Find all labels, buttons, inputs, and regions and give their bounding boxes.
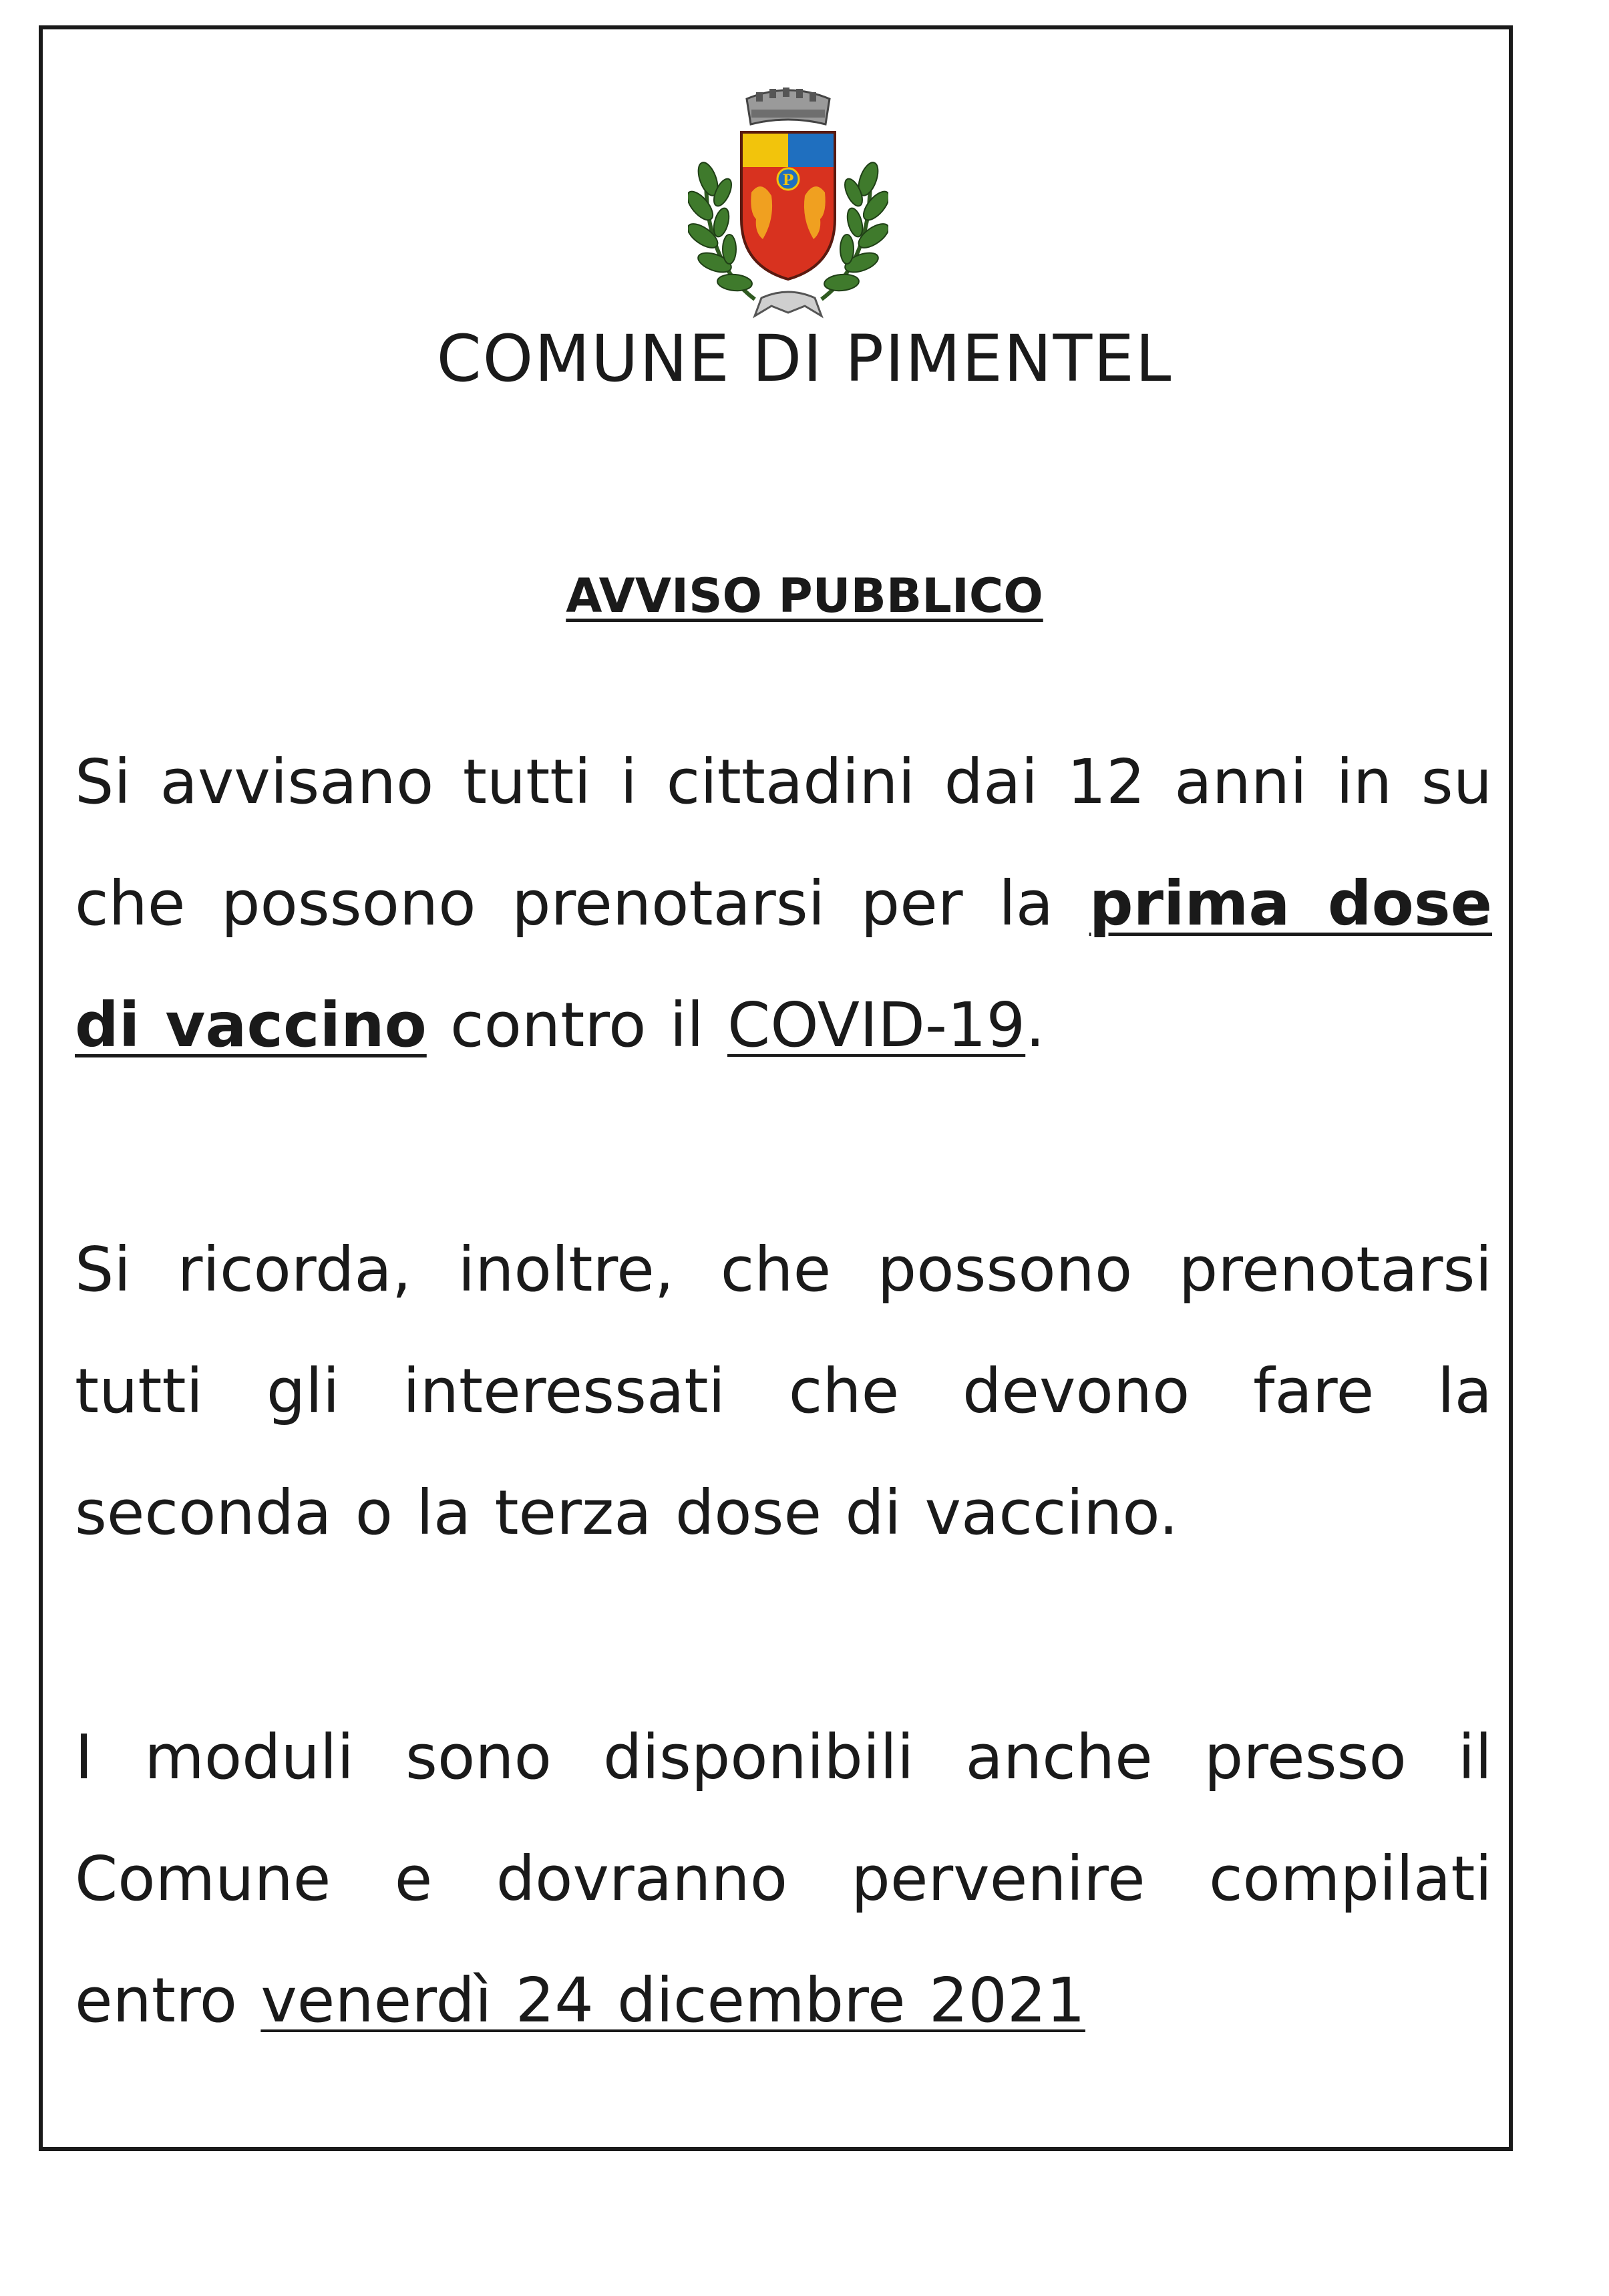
paragraph-text: . xyxy=(1025,989,1045,1061)
paragraph-first-dose xyxy=(75,721,1492,1086)
crown-icon xyxy=(747,88,830,124)
municipality-title: COMUNE DI PIMENTEL xyxy=(436,321,1173,396)
shield-icon xyxy=(741,132,835,279)
paragraph-text: I moduli sono disponibili anche presso il Comune e dovranno pervenire compilati entro xyxy=(75,1721,1492,2036)
first-dose-highlight: prima dose di vaccino xyxy=(75,868,1492,1061)
coat-of-arms-icon xyxy=(688,86,888,323)
covid-label: COVID-19 xyxy=(727,989,1026,1061)
notice-title: AVVISO PUBBLICO xyxy=(566,568,1043,623)
ribbon-icon xyxy=(755,292,822,316)
svg-text:P: P xyxy=(782,172,794,189)
paragraph-second-third-dose: Si ricorda, inoltre, che possono prenotarsi tutti gli interessati che devono fare la seconda o la terza dose di vaccino. xyxy=(75,1234,1492,1548)
paragraph-text: contro il xyxy=(426,989,727,1061)
paragraph-text: Si avvisano tutti i cittadini dai 12 anni in su che possono prenotarsi per la xyxy=(75,746,1492,939)
paragraph-forms-deadline xyxy=(75,1697,1492,2062)
deadline-date: venerdì 24 dicembre 2021 xyxy=(260,1965,1085,2036)
